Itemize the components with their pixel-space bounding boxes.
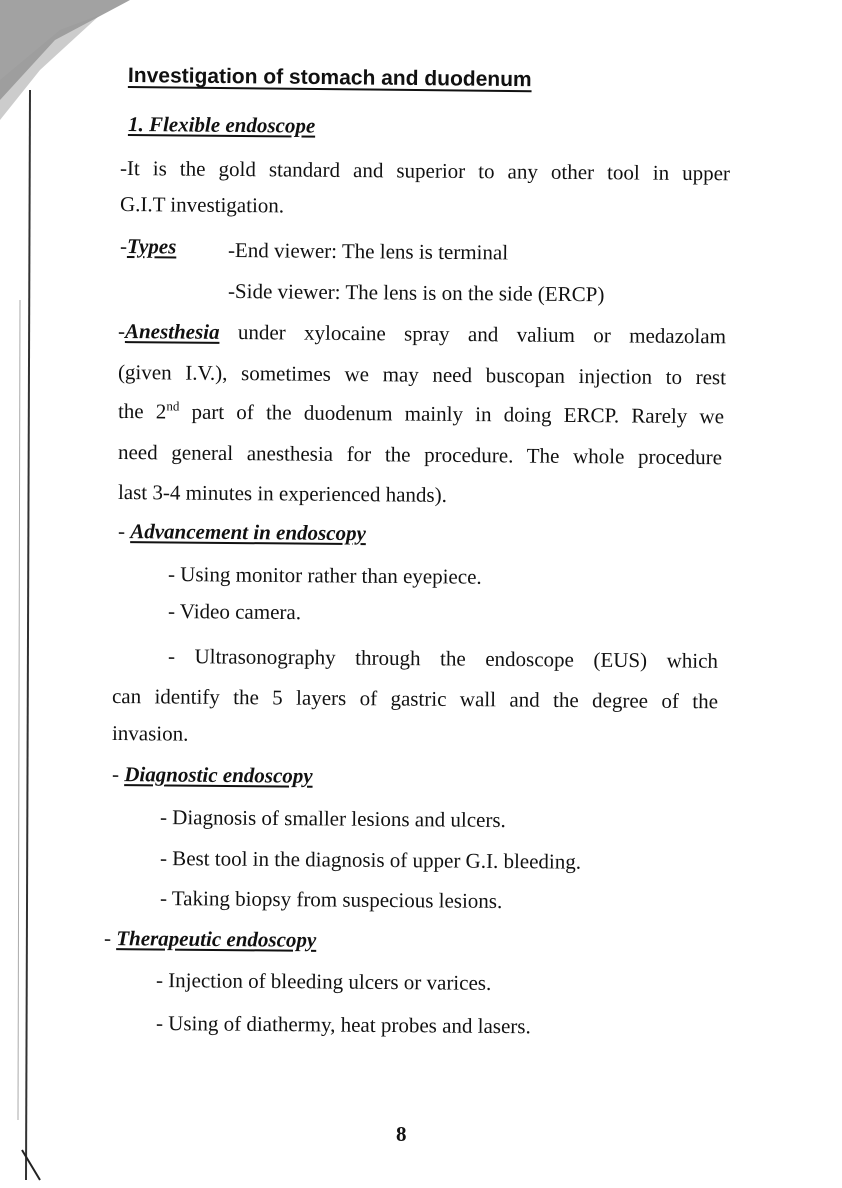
ordinal-number: the 2	[117, 399, 167, 424]
ordinal-suffix: nd	[166, 398, 180, 414]
types-label: Types	[126, 234, 177, 259]
page-title: Investigation of stomach and duodenum	[127, 64, 532, 92]
anesthesia-prefix: -	[117, 319, 126, 344]
list-item: - Injection of bleeding ulcers or varices.	[155, 968, 492, 995]
anesthesia-text: under xylocaine spray and valium or medazolam	[237, 320, 727, 349]
paragraph-line: (given I.V.), sometimes we may need buscopan injection to rest	[117, 360, 727, 390]
paragraph-line: last 3-4 minutes in experienced hands).	[117, 480, 447, 507]
paragraph-text: part of the duodenum mainly in doing ERCP. Rarely we	[191, 399, 725, 429]
list-item: - Using monitor rather than eyepiece.	[167, 562, 482, 589]
page-number: 8	[396, 1122, 407, 1146]
types-label-line	[120, 234, 177, 258]
list-item: - Ultrasonography through the endoscope (EUS) which	[167, 644, 719, 673]
types-prefix: -	[119, 234, 128, 259]
paragraph-line: need general anesthesia for the procedure. The whole procedure	[117, 440, 723, 470]
anesthesia-label: Anesthesia	[124, 319, 220, 344]
subheading-advancement	[118, 519, 366, 545]
subheading-label: Therapeutic endoscopy	[116, 926, 317, 952]
list-item: - Using of diathermy, heat probes and lasers.	[155, 1011, 531, 1039]
subheading-therapeutic	[104, 926, 317, 952]
subheading-label: Diagnostic endoscopy	[124, 762, 313, 788]
types-item: -Side viewer: The lens is on the side (ERCP)	[227, 279, 605, 307]
subheading-prefix: -	[117, 519, 131, 544]
list-item: - Taking biopsy from suspecious lesions.	[159, 886, 503, 913]
subheading-diagnostic	[112, 762, 313, 788]
subheading-label: Advancement in endoscopy	[130, 519, 367, 546]
types-item: -End viewer: The lens is terminal	[227, 238, 509, 265]
subheading-prefix: -	[103, 926, 117, 951]
list-item-continuation: can identify the 5 layers of gastric wall and the degree of the	[111, 684, 719, 714]
subheading-prefix: -	[111, 762, 125, 787]
paragraph-line: -It is the gold standard and superior to any other tool in upper	[119, 156, 731, 186]
list-item-continuation: invasion.	[111, 721, 189, 746]
anesthesia-ordinal	[118, 399, 180, 424]
section-heading-flexible-endoscope	[128, 112, 315, 138]
list-item: - Diagnosis of smaller lesions and ulcers.	[159, 805, 506, 833]
list-item: - Video camera.	[167, 599, 302, 625]
paragraph-line: G.I.T investigation.	[119, 192, 285, 218]
section-heading-text: 1. Flexible endoscope	[127, 112, 316, 138]
list-item: - Best tool in the diagnosis of upper G.I. bleeding.	[159, 846, 582, 874]
